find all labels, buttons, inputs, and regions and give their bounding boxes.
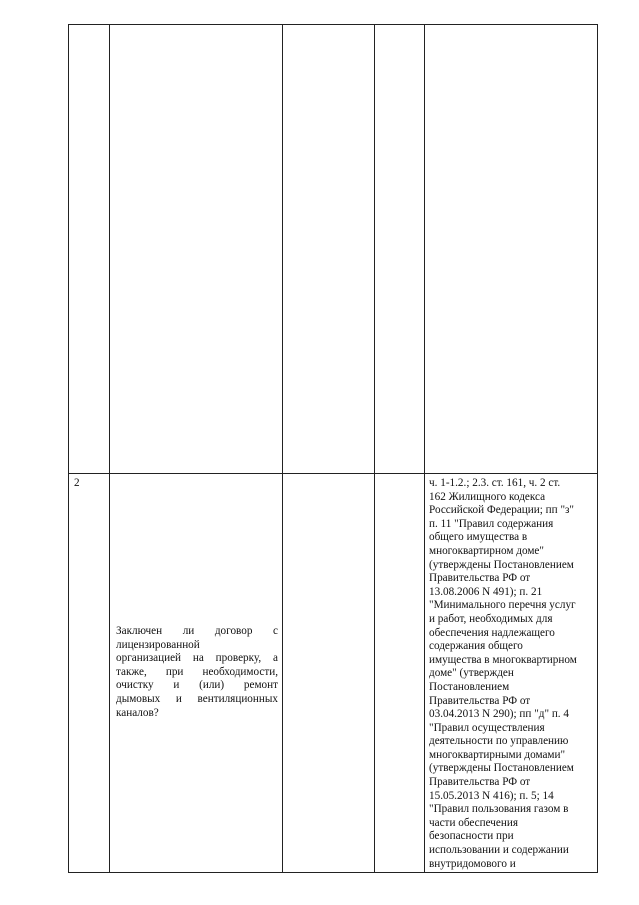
legal-basis-line: 15.05.2013 N 416); п. 5; 14 [429, 789, 554, 802]
question-line: также, при необходимости, [116, 665, 278, 678]
legal-basis-line: многоквартирными домами" [429, 748, 566, 761]
legal-basis-line: 162 Жилищного кодекса [429, 490, 546, 503]
legal-basis-line: "Правил осуществления [429, 721, 545, 734]
legal-basis-line: ч. 1-1.2.; 2.3. ст. 161, ч. 2 ст. [429, 477, 561, 489]
question-line: очистку и (или) ремонт [116, 679, 278, 692]
legal-basis-line: использовании и содержании [429, 844, 569, 857]
row-number: 2 [74, 477, 80, 489]
legal-basis-line: Правительства РФ от [429, 572, 531, 585]
legal-basis-line: имущества в многоквартирном [429, 653, 577, 666]
legal-basis-line: Постановлением [429, 680, 510, 693]
legal-basis-line: (утверждены Постановлением [429, 558, 574, 571]
legal-basis-line: обеспечения надлежащего [429, 626, 555, 639]
legal-basis-line: безопасности при [429, 830, 514, 843]
legal-basis-line: 13.08.2006 N 491); п. 21 [429, 585, 543, 598]
table-border-right [597, 24, 598, 873]
table-border-left [68, 24, 69, 873]
legal-basis-line: многоквартирном доме" [429, 544, 544, 557]
question-line: дымовых и вентиляционных [116, 692, 278, 705]
legal-basis [429, 477, 597, 871]
legal-basis-line: части обеспечения [429, 816, 518, 829]
table-divider-3 [374, 24, 375, 873]
legal-basis-line: содержания общего [429, 640, 523, 653]
question-line: лицензированной [116, 638, 200, 651]
legal-basis-line: Правительства РФ от [429, 694, 531, 707]
question-line: организацией на проверку, а [116, 652, 278, 665]
legal-basis-line: деятельности по управлению [429, 735, 569, 748]
table-row-separator [68, 473, 598, 474]
legal-basis-line: общего имущества в [429, 531, 528, 544]
legal-basis-line: Правительства РФ от [429, 776, 531, 789]
legal-basis-line: (утверждены Постановлением [429, 762, 574, 775]
table-divider-2 [282, 24, 283, 873]
legal-basis-line: и работ, необходимых для [429, 612, 553, 625]
legal-basis-line: "Минимального перечня услуг [429, 599, 576, 612]
legal-basis-line: 03.04.2013 N 290); пп "д" п. 4 [429, 708, 569, 721]
table-divider-4 [424, 24, 425, 873]
checklist-question [116, 625, 278, 720]
table-border-top [68, 24, 598, 25]
table-divider-1 [109, 24, 110, 873]
legal-basis-line: доме" (утвержден [429, 667, 514, 680]
legal-basis-line: Российской Федерации; пп "з" [429, 504, 574, 517]
legal-basis-line: "Правил пользования газом в [429, 803, 569, 816]
legal-basis-line: внутридомового и [429, 857, 516, 870]
table-border-bottom [68, 872, 598, 873]
question-line: каналов? [116, 706, 159, 719]
question-line: Заключен ли договор с [116, 625, 278, 637]
legal-basis-line: п. 11 "Правил содержания [429, 517, 554, 530]
